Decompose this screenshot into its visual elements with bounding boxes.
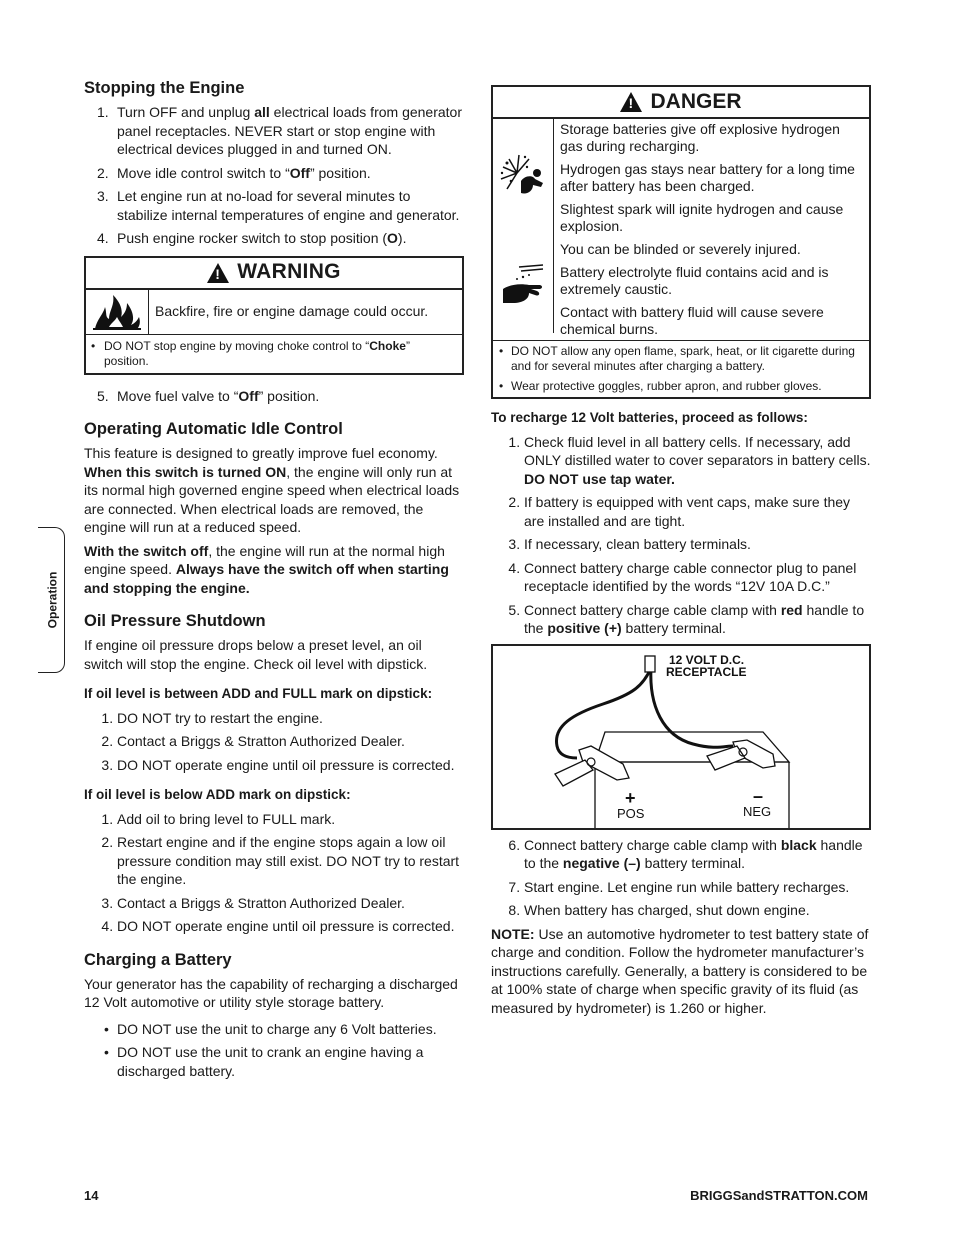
list-item: • DO NOT use the unit to crank an engine having a discharged battery. <box>117 1043 464 1080</box>
list-item: 7. Start engine. Let engine run while battery recharges. <box>524 878 871 897</box>
step-text <box>117 387 319 406</box>
list-item: 4. Connect battery charge cable connector plug to panel receptacle identified by the words “12V 10A D.C.” <box>524 559 871 596</box>
danger-bullet: • DO NOT allow any open flame, spark, heat, or lit cigarette during and for several minutes after charging a battery. <box>497 344 865 374</box>
step-text-part: Turn OFF and unplug <box>117 104 255 120</box>
danger-header <box>493 87 869 119</box>
step-text-part: Connect battery charge cable clamp with <box>524 836 781 853</box>
danger-bullet: • Wear protective goggles, rubber apron, and rubber gloves. <box>497 379 865 394</box>
note-text: Use an automotive hydrometer to test battery state of charge and condition. Follow the hydrometer manufacturer’s instructions carefully. Generally, a battery is considered to be at 100% state of charge when specific gravity of its fluid (as measured by hydrometer) is 1.260 or higher. <box>491 925 869 1016</box>
step-number: 1. <box>97 104 109 120</box>
receptacle-label-line-1: 12 VOLT D.C. <box>669 652 745 667</box>
step-text-bold: O <box>387 230 398 246</box>
list-item <box>97 164 464 183</box>
list-item <box>524 601 871 638</box>
list-item <box>524 836 871 873</box>
step-text-part: Check fluid level in all battery cells. If necessary, add ONLY distilled water to cover separators in battery cells. <box>524 433 871 468</box>
note-paragraph <box>491 925 871 1018</box>
text-part: , the engine will only run at its normal high governed engine speed when electrical loads are connected. When electrical loads are removed, the engine will run at a reduced speed. <box>84 463 460 535</box>
danger-heading: DANGER <box>650 89 742 113</box>
warning-row <box>86 290 462 335</box>
left-column <box>84 78 464 1085</box>
oil-section <box>84 611 464 936</box>
oil-subheading-2: If oil level is below ADD mark on dipstick: <box>84 787 351 802</box>
danger-triangle-icon <box>620 92 642 112</box>
step-text-part: Move idle control switch to “ <box>117 164 290 181</box>
danger-line: Storage batteries give off explosive hydrogen gas during recharging. <box>560 121 840 154</box>
negative-label: NEG <box>743 803 772 819</box>
oil-list-1 <box>84 709 464 775</box>
list-item: 2. If battery is equipped with vent caps, make sure they are installed and are tight. <box>524 493 871 530</box>
list-item: 3. DO NOT operate engine until oil pressure is corrected. <box>117 756 464 775</box>
step-text-bold: black <box>780 836 817 853</box>
step-text-part: electrical loads from generator panel receptacles. NEVER start or stop engine with electrical devices plugged in and turned ON. <box>117 104 462 157</box>
battery-diagram-drawing <box>493 646 869 828</box>
idle-title: Operating Automatic Idle Control <box>84 420 343 438</box>
battery-diagram <box>491 644 871 830</box>
step-text-bold: Off <box>289 164 310 181</box>
step-text-bold: negative (–) <box>562 855 641 871</box>
idle-paragraph-2 <box>84 542 464 598</box>
step-text-bold: Off <box>238 387 259 404</box>
explosion-icon <box>499 153 547 197</box>
step-text-bold: DO NOT use tap water. <box>524 470 675 487</box>
danger-line: Contact with battery fluid will cause severe chemical burns. <box>560 304 824 337</box>
warning-bullet-bold: Choke <box>369 338 406 353</box>
note-label: NOTE: <box>491 925 535 942</box>
list-item <box>97 229 464 248</box>
warning-bullet <box>86 335 462 373</box>
danger-line: Slightest spark will ignite hydrogen and cause explosion. <box>560 201 844 234</box>
charging-intro: Your generator has the capability of recharging a discharged 12 Volt automotive or utility style storage battery. <box>84 975 458 1010</box>
text-bold: With the switch off <box>84 542 209 559</box>
positive-label: POS <box>617 805 645 821</box>
step-text <box>117 164 371 183</box>
stopping-steps-continued <box>84 387 464 406</box>
warning-text: Backfire, fire or engine damage could occur. <box>155 303 429 320</box>
step-text: Let engine run at no-load for several minutes to stabilize internal temperatures of engine and generator. <box>117 188 460 223</box>
warning-triangle-icon <box>207 263 229 283</box>
step-number: 5. <box>97 387 109 404</box>
footer-site: BRIGGSandSTRATTON.COM <box>690 1188 868 1203</box>
danger-line: Battery electrolyte fluid contains acid and is extremely caustic. <box>560 264 829 297</box>
side-tab-label-wrap <box>40 564 64 636</box>
charging-bullets <box>84 1020 464 1081</box>
list-item: 2. Restart engine and if the engine stops again a low oil pressure condition may still exist. DO NOT try to restart the engine. <box>117 833 464 889</box>
list-item: 3. Contact a Briggs & Stratton Authorized Dealer. <box>117 894 464 913</box>
danger-body <box>493 119 869 341</box>
step-text-bold: positive (+) <box>547 620 622 636</box>
list-item <box>524 433 871 489</box>
danger-box <box>491 85 871 399</box>
recharge-steps <box>491 433 871 638</box>
danger-bullets <box>493 341 869 397</box>
recharge-steps-continued <box>491 836 871 920</box>
idle-paragraph-1 <box>84 444 464 537</box>
page-number: 14 <box>84 1188 99 1203</box>
oil-list-2 <box>84 810 464 936</box>
warning-bullet-text: ” position. <box>104 338 410 368</box>
warning-heading: WARNING <box>237 260 341 284</box>
list-item: 8. When battery has charged, shut down engine. <box>524 901 871 920</box>
danger-line: You can be blinded or severely injured. <box>560 241 801 257</box>
recharge-heading: To recharge 12 Volt batteries, proceed as follows: <box>491 410 808 425</box>
step-number: 3. <box>97 188 109 204</box>
text-part: This feature is designed to greatly improve fuel economy. <box>84 445 438 461</box>
list-item <box>97 103 464 159</box>
list-item <box>97 387 464 406</box>
list-item: 4. DO NOT operate engine until oil pressure is corrected. <box>117 917 464 936</box>
charging-section <box>84 950 464 1081</box>
warning-box <box>84 256 464 375</box>
idle-section <box>84 419 464 597</box>
step-text-part: handle to the <box>524 836 863 871</box>
step-text-part: Push engine rocker switch to stop position ( <box>117 230 388 246</box>
list-item: • DO NOT use the unit to charge any 6 Volt batteries. <box>117 1020 464 1039</box>
danger-line: Hydrogen gas stays near battery for a long time after battery has been charged. <box>560 161 855 194</box>
charging-title: Charging a Battery <box>84 950 232 969</box>
fire-icon <box>86 290 149 334</box>
step-text-part: Connect battery charge cable clamp with <box>524 601 781 618</box>
list-item: 1. Add oil to bring level to FULL mark. <box>117 810 464 829</box>
negative-sign: – <box>753 785 764 806</box>
step-text-part: ” position. <box>258 387 320 404</box>
step-text-bold: red <box>780 601 803 618</box>
list-item: 3. If necessary, clean battery terminals. <box>524 535 871 554</box>
positive-sign: + <box>625 787 636 808</box>
step-text-bold: all <box>254 104 270 120</box>
oil-subheading-1: If oil level is between ADD and FULL mark on dipstick: <box>84 686 433 701</box>
list-item: 1. DO NOT try to restart the engine. <box>117 709 464 728</box>
acid-burn-icon <box>499 263 547 307</box>
step-number: 2. <box>97 164 109 181</box>
danger-lines <box>554 119 869 340</box>
side-tab-label: Operation <box>45 571 60 629</box>
oil-intro: If engine oil pressure drops below a preset level, an oil switch will stop the engine. Check oil level with dipstick. <box>84 637 428 672</box>
receptacle-label-line-2: RECEPTACLE <box>666 664 747 679</box>
stopping-steps <box>84 103 464 248</box>
list-item <box>97 187 464 224</box>
step-text-part: ). <box>397 230 407 246</box>
list-item: 2. Contact a Briggs & Stratton Authorized Dealer. <box>117 732 464 751</box>
step-text-part: battery terminal. <box>640 855 745 871</box>
right-column <box>491 78 871 1022</box>
text-bold: When this switch is turned ON <box>84 463 287 480</box>
step-number: 4. <box>97 230 109 246</box>
danger-icons <box>493 119 554 333</box>
text-bold: Always have the switch off when starting and stopping the engine. <box>84 561 449 596</box>
step-text <box>117 103 464 159</box>
step-text-part: battery terminal. <box>621 620 726 636</box>
stopping-title: Stopping the Engine <box>84 79 245 97</box>
step-text-part: ” position. <box>309 164 371 181</box>
step-text-part: Move fuel valve to “ <box>117 387 239 404</box>
step-text-part: handle to the <box>524 601 865 636</box>
warning-header <box>86 258 462 290</box>
oil-title: Oil Pressure Shutdown <box>84 612 266 630</box>
text-part: , the engine will run at the normal high engine speed. <box>84 542 445 577</box>
step-text <box>117 229 406 248</box>
warning-bullet-text: DO NOT stop engine by moving choke control to “ <box>104 338 370 353</box>
